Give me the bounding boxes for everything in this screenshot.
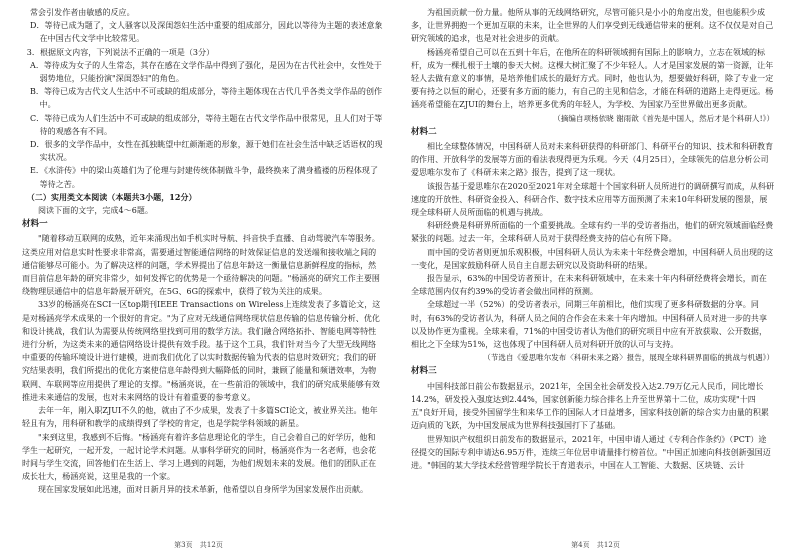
material-2-paragraph: 报告显示，63%的中国受访者预计，在未来科研领域中，在未来十年内科研经费将会增长，而在全球范围内仅有约39%的受访者会做出同样的预测。 [411,274,767,297]
material-3-title: 材料三 [411,366,437,377]
top-lines [22,6,383,46]
material-2-paragraph: 相比全球整体情况，中国科研人员对未来科研获得的科研部门、科研平台的知识、技术和科研教育的作用、开放科学的发展等方面的看法表现得更为乐观。今天（4月25日），全球领先的信息分析公司爱思唯尔发布了《科研未来之路》报告，提到了这一现状。 [411,142,774,178]
q3-option-e: E．《水浒传》中的梁山英雄们为了伦理与封建传统体制做斗争，最终换来了满身褴褛的历程体现了等待之苦。 [30,166,379,189]
source-note-1: （摘编自项杨依晓 谢雨歆《首先是中国人，然后才是个科研人!》） [553,113,774,123]
page-right [397,0,794,558]
material-2-paragraph: 科研经费是科研界所面临的一个重要挑战。全球有约一半的受访者指出，他们的研究领域面临经费紧张的问题。过去一年，全球科研人员对于获得经费支持的信心有所下降。 [411,221,774,244]
material-2-title: 材料二 [411,126,437,137]
question-3: 3．根据原文内容，下列说法不正确的一项是（3分） [26,47,215,57]
material-1-paragraph: 去年一年，刚入职ZJUI不久的他，就由了不少成果，发表了十多篇SCI论文，被业界关注。他年轻且有为，用科研和教学的成绩得到了学校的肯定，也是学院学科领域的新星。 [22,406,378,429]
material-2-paragraph: 该报告基于爱思唯尔在2020至2021年对全球超十个国家科研人员所进行的调研撰写而成，从科研速度的开放性、科研资金投入、科研合作、数字技术应用等方面预测了未来10年科研发展的图景，展现全球科研人员所面临的机遇与挑战。 [411,181,775,218]
section-heading: （二）实用类文本阅读（本题共3小题，12分） [26,191,197,202]
material-3-paragraph: 世界知识产权组织日前发布的数据显示，2021年，中国申请人通过《专利合作条约》（PCT）途径提交的国际专利申请达6.95万件，连续三年位居申请量排行榜首位。"中国正加速向科技创新强国迈进。"韩国的某大学技术经营管理学院长于育道表示，中国在人工智能、大数据、区块链、云计 [411,434,771,470]
instruction: 阅读下面的文字，完成4～6题。 [38,206,153,216]
q3-option-b: B．等待已成为古代文人生活中不可或缺的组成部分，等待主题体现在古代几乎各类文学作品的创作中。 [30,87,383,110]
source-note-2: （节选自《爱思唯尔发布〈科研未来之路〉报告，展现全球科研界面临的挑战与机遇》） [483,353,774,363]
material-1-paragraph: 33岁的杨涵亮在SCI一区top期刊IEEE Transactions on Wireless上连续发表了多篇论文，这是对杨涵亮学术成果的一个很好的肯定。"为了应对无线通信网络现状信息传输的信息传输分析、优化和设计挑战，我们认为需要从传统网络里找到可用的数学方法。我们融合网络拓扑、智能电网等特性进行分析，为这类未来的通信网络设计提供有效手段。基于这个工具，我们针对当今了大型无线网络中重要的传输环境设计进行建模，进而我们优化了以实时数据传输为代表的信息时效研究；我们的研究结果表明，我们所提出的优化方案使信息年龄得到大幅降低的同时，兼顾了能量和频谱效率，为物联网、车联网等应用提供了理论的支撑。"杨涵亮说，在一些前沿的领域中，我们的研究成果能够有效推进未来通信的发展，也对未来网络的设计有着重要的参考意义。 [22,300,381,402]
q3-option-d: D．很多的文学作品中，女性在孤独眺望中红颜渐逝的形象，源于她们在社会生活中缺乏话语权的现实状况。 [30,140,383,163]
q3-option-c: C．等待已成为人们生活中不可或缺的组成部分，等待主题在古代文学作品中很常见，且人们对于等待的观感各有不同。 [30,113,383,136]
page-footer-left: 第3页 共12页 [174,540,223,549]
material-1-title: 材料一 [22,219,48,230]
material-1-paragraph: "来到这里，我感到不后悔。"杨涵亮有着许多信息理论化的学生，自己会着自己的好学历，他和学生一起研究，一起开发，一起讨论学术问题。从事科学研究的同时，杨涵亮作为一名老师，也会花时间与学生交流，回答他们在生活上、学习上遇到的问题，为他们规划未来的发展。他们的团队正在成长壮大，杨涵亮说，这里是我的一个家。 [22,432,377,482]
q3-option-a: A．等待成为女子的人生常态，其存在感在文学作品中得到了强化，是因为在古代社会中，女性处于弱势地位，只能扮演"深闺怨妇"的角色。 [30,60,382,84]
material-2-paragraph: 而中国的受访者则更加乐观积极，中国科研人员认为未来十年经费会增加，中国科研人员出现的这一变化，是国家鼓励科研人员自主自愿去研究以及资助科研的结果。 [411,247,774,270]
option-c-cont: 常会引发作者由敏感的反应。 [30,8,135,17]
material-2-paragraph: 全球超过一半（52%）的受访者表示，同期三年前相比，他们实现了更多科研数据的分享。同时，有63%的受访者认为，科研人员之间的合作会在未来十年内增加。中国科研人员对进一步的共享以及协作更为重视。全球来看，71%的中国受访者认为他们的研究项目中应有开放获取、公开数据，相比之下全球为51%，这也体现了中国科研人员对科研开放的认可与支持。 [411,300,768,350]
page-footer-right: 第4页 共12页 [571,540,620,549]
option-d: D．等待已成为题了，文人骚客以及深闺怨妇生活中重要的组成部分，因此以等待为主题的表述意象在中国古代文学中比较常见。 [30,21,383,44]
material-3-paragraph: 中国科技部日前公布数据显示，2021年，全国全社会研发投入达2.79万亿元人民币，同比增长14.2%，研发投入强度达到2.44%，国家创新能力综合排名上升至世界第十二位，成功实现"十四五"良好开局，接受外国留学生和来华工作的国际人才日益增多，国家科技创新的综合实力由量的积累迈向质的飞跃，为中国发展成为世界科技强国打下了基础。 [411,381,769,431]
material-1-paragraph: 现在国家发展如此迅速，面对日新月异的技术革新，他希望以自身所学为国家发展作出贡献。 [38,485,369,495]
material-1-paragraph: "随着移动互联网的成熟，近年来涌现出如手机实时导航、抖音快手直播、自动驾驶汽车等服务。这类应用对信息实时性要求非常高，需要通过智能通信网络的时效保证信息的发送端和接收端之间的通信能够尽可能小。为了解决这样的问题，学术界提出了信息年龄这一衡量信息新鲜程度的指标，然而目前信息年龄的研究非常少，如何发挥它的优势是一个亟待解决的问题。"杨涵亮的研究工作主要围绕物理层通信中的信息年龄展开研究，在5G、6G的探索中，获得了较为关注的成果。 [22,234,380,297]
material-1-paragraph: 为祖国贡献一份力量。他所从事的无线网络研究，尽管可能只是小小的角度出发，但也能积少成多，让世界拥抱一个更加互联的未来，让全世界的人们享受到无线通信带来的便利。这不仅仅是对自己研究领域的追求，也是对社会进步的贡献。 [411,8,774,44]
material-1-paragraph: 杨涵亮希望自己可以在五到十年后，在他所在的科研领域拥有国际上的影响力，立志在领域的标杆，成为一棵扎根于土壤的参天大树。这棵大树汇聚了不少年轻人。人才是国家发展的第一资源，让年轻人去做有意义的事情，是培养他们成长的最好方式。同时，他也认为，想要做好科研，除了专业一定要有持之以恒的耐心，还要有多方面的能力，有自己的主见和信念，才能在科研的道路上走得更远。杨涵亮希望能在ZJUI的舞台上，培养更多优秀的年轻人，为学校、为国家乃至世界做出更多贡献。 [411,47,774,110]
